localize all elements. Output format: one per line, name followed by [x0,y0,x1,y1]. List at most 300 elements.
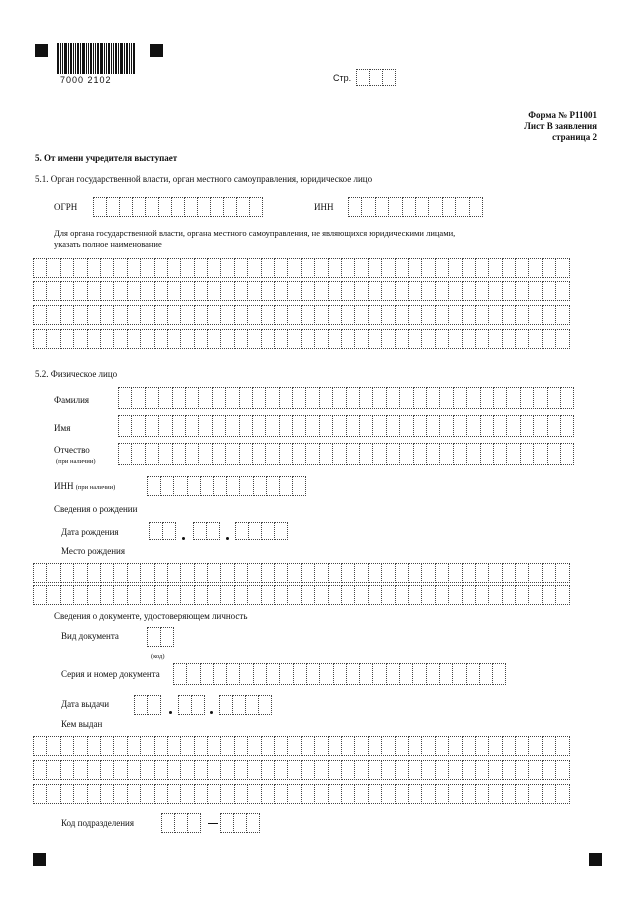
char-cell[interactable] [127,585,141,605]
char-cell[interactable] [515,736,529,756]
char-cell[interactable] [515,784,529,804]
char-cell[interactable] [421,585,435,605]
char-cell[interactable] [248,522,262,540]
char-cell[interactable] [479,663,493,685]
char-cell[interactable] [381,281,395,301]
char-cell[interactable] [533,387,547,409]
char-cell[interactable] [247,736,261,756]
char-cell[interactable] [180,329,194,349]
char-cell[interactable] [402,197,416,217]
char-cell[interactable] [346,663,360,685]
char-cell[interactable] [220,281,234,301]
char-cell[interactable] [346,443,360,465]
char-cell[interactable] [328,563,342,583]
char-cell[interactable] [46,258,60,278]
char-cell[interactable] [261,563,275,583]
char-cell[interactable] [279,476,293,496]
char-cell[interactable] [60,305,74,325]
char-cell[interactable] [274,784,288,804]
char-cell[interactable] [247,281,261,301]
char-cell[interactable] [134,695,148,715]
char-cell[interactable] [93,197,107,217]
char-cell[interactable] [475,784,489,804]
char-cell[interactable] [354,760,368,780]
char-cell[interactable] [301,784,315,804]
char-cell[interactable] [220,585,234,605]
char-cell[interactable] [292,387,306,409]
char-cell[interactable] [292,476,306,496]
char-cell[interactable] [73,585,87,605]
char-cell[interactable] [426,415,440,437]
char-cell[interactable] [381,329,395,349]
char-cell[interactable] [207,784,221,804]
char-cell[interactable] [368,563,382,583]
char-cell[interactable] [421,760,435,780]
char-cell[interactable] [435,563,449,583]
char-cell[interactable] [73,281,87,301]
char-cell[interactable] [560,415,574,437]
char-cell[interactable] [154,329,168,349]
char-cell[interactable] [301,305,315,325]
char-cell[interactable] [448,736,462,756]
char-cell[interactable] [448,258,462,278]
series-number-field[interactable] [173,663,505,685]
char-cell[interactable] [542,281,556,301]
char-cell[interactable] [247,305,261,325]
char-cell[interactable] [247,760,261,780]
char-cell[interactable] [154,736,168,756]
char-cell[interactable] [462,329,476,349]
char-cell[interactable] [332,443,346,465]
char-cell[interactable] [314,281,328,301]
char-cell[interactable] [33,329,47,349]
char-cell[interactable] [354,329,368,349]
char-cell[interactable] [354,258,368,278]
char-cell[interactable] [145,387,159,409]
char-cell[interactable] [493,415,507,437]
char-cell[interactable] [314,305,328,325]
char-cell[interactable] [372,663,386,685]
char-cell[interactable] [314,736,328,756]
char-cell[interactable] [555,736,569,756]
char-cell[interactable] [395,760,409,780]
char-cell[interactable] [100,760,114,780]
char-cell[interactable] [368,585,382,605]
char-cell[interactable] [180,305,194,325]
char-cell[interactable] [488,585,502,605]
char-cell[interactable] [533,415,547,437]
char-cell[interactable] [158,387,172,409]
char-cell[interactable] [172,387,186,409]
char-cell[interactable] [185,443,199,465]
char-cell[interactable] [234,281,248,301]
char-cell[interactable] [247,258,261,278]
char-cell[interactable] [180,585,194,605]
char-cell[interactable] [475,258,489,278]
char-cell[interactable] [100,736,114,756]
char-cell[interactable] [261,760,275,780]
char-cell[interactable] [225,443,239,465]
char-cell[interactable] [113,736,127,756]
char-cell[interactable] [328,281,342,301]
char-cell[interactable] [274,585,288,605]
char-cell[interactable] [520,415,534,437]
char-cell[interactable] [194,281,208,301]
char-cell[interactable] [341,329,355,349]
char-cell[interactable] [287,563,301,583]
char-cell[interactable] [158,415,172,437]
char-cell[interactable] [274,760,288,780]
division-code-part1[interactable] [161,813,200,833]
char-cell[interactable] [191,695,205,715]
issued-by-row-2[interactable] [33,760,569,780]
char-cell[interactable] [469,197,483,217]
char-cell[interactable] [354,784,368,804]
char-cell[interactable] [226,476,240,496]
char-cell[interactable] [515,585,529,605]
char-cell[interactable] [435,305,449,325]
char-cell[interactable] [435,281,449,301]
char-cell[interactable] [381,258,395,278]
char-cell[interactable] [319,387,333,409]
char-cell[interactable] [194,305,208,325]
char-cell[interactable] [131,387,145,409]
char-cell[interactable] [266,663,280,685]
char-cell[interactable] [247,585,261,605]
char-cell[interactable] [33,784,47,804]
char-cell[interactable] [528,329,542,349]
char-cell[interactable] [33,258,47,278]
char-cell[interactable] [162,522,176,540]
char-cell[interactable] [225,415,239,437]
char-cell[interactable] [395,305,409,325]
char-cell[interactable] [127,736,141,756]
char-cell[interactable] [488,784,502,804]
char-cell[interactable] [381,563,395,583]
char-cell[interactable] [359,415,373,437]
char-cell[interactable] [154,305,168,325]
char-cell[interactable] [368,784,382,804]
char-cell[interactable] [245,695,259,715]
char-cell[interactable] [180,281,194,301]
char-cell[interactable] [154,784,168,804]
char-cell[interactable] [287,736,301,756]
char-cell[interactable] [187,476,201,496]
char-cell[interactable] [555,258,569,278]
org-name-row-1[interactable] [33,258,569,278]
char-cell[interactable] [475,760,489,780]
issue-day-field[interactable] [134,695,160,715]
char-cell[interactable] [314,585,328,605]
char-cell[interactable] [261,784,275,804]
char-cell[interactable] [207,258,221,278]
char-cell[interactable] [502,281,516,301]
char-cell[interactable] [234,736,248,756]
char-cell[interactable] [194,585,208,605]
char-cell[interactable] [399,415,413,437]
char-cell[interactable] [206,522,220,540]
char-cell[interactable] [448,305,462,325]
char-cell[interactable] [542,736,556,756]
birth-place-row-2[interactable] [33,585,569,605]
char-cell[interactable] [341,784,355,804]
char-cell[interactable] [60,329,74,349]
char-cell[interactable] [225,387,239,409]
char-cell[interactable] [145,443,159,465]
char-cell[interactable] [46,563,60,583]
char-cell[interactable] [348,197,362,217]
char-cell[interactable] [293,663,307,685]
char-cell[interactable] [314,760,328,780]
char-cell[interactable] [395,281,409,301]
char-cell[interactable] [261,736,275,756]
char-cell[interactable] [246,813,260,833]
char-cell[interactable] [426,663,440,685]
char-cell[interactable] [528,736,542,756]
char-cell[interactable] [475,329,489,349]
char-cell[interactable] [369,69,383,86]
char-cell[interactable] [160,476,174,496]
char-cell[interactable] [258,695,272,715]
char-cell[interactable] [140,329,154,349]
char-cell[interactable] [435,784,449,804]
char-cell[interactable] [87,760,101,780]
char-cell[interactable] [234,563,248,583]
char-cell[interactable] [328,736,342,756]
char-cell[interactable] [234,305,248,325]
char-cell[interactable] [131,443,145,465]
char-cell[interactable] [368,329,382,349]
char-cell[interactable] [180,784,194,804]
char-cell[interactable] [502,563,516,583]
char-cell[interactable] [194,736,208,756]
char-cell[interactable] [167,281,181,301]
char-cell[interactable] [395,563,409,583]
char-cell[interactable] [154,258,168,278]
char-cell[interactable] [252,443,266,465]
char-cell[interactable] [140,585,154,605]
char-cell[interactable] [220,736,234,756]
char-cell[interactable] [261,329,275,349]
char-cell[interactable] [213,663,227,685]
birth-day-field[interactable] [149,522,175,540]
char-cell[interactable] [287,784,301,804]
char-cell[interactable] [515,281,529,301]
char-cell[interactable] [140,258,154,278]
char-cell[interactable] [127,329,141,349]
inn-field-person[interactable] [147,476,305,496]
char-cell[interactable] [341,258,355,278]
birth-year-field[interactable] [235,522,287,540]
char-cell[interactable] [220,305,234,325]
char-cell[interactable] [493,387,507,409]
char-cell[interactable] [542,760,556,780]
char-cell[interactable] [207,305,221,325]
char-cell[interactable] [480,415,494,437]
char-cell[interactable] [421,563,435,583]
char-cell[interactable] [426,443,440,465]
char-cell[interactable] [386,415,400,437]
issue-month-field[interactable] [178,695,204,715]
char-cell[interactable] [220,760,234,780]
char-cell[interactable] [261,522,275,540]
char-cell[interactable] [220,258,234,278]
char-cell[interactable] [359,443,373,465]
char-cell[interactable] [475,305,489,325]
char-cell[interactable] [213,476,227,496]
char-cell[interactable] [332,415,346,437]
org-name-row-4[interactable] [33,329,569,349]
char-cell[interactable] [439,663,453,685]
char-cell[interactable] [466,443,480,465]
char-cell[interactable] [455,197,469,217]
char-cell[interactable] [73,258,87,278]
char-cell[interactable] [488,305,502,325]
char-cell[interactable] [448,563,462,583]
char-cell[interactable] [113,329,127,349]
char-cell[interactable] [448,329,462,349]
char-cell[interactable] [127,305,141,325]
char-cell[interactable] [180,563,194,583]
char-cell[interactable] [287,585,301,605]
char-cell[interactable] [488,563,502,583]
char-cell[interactable] [328,585,342,605]
char-cell[interactable] [60,258,74,278]
char-cell[interactable] [475,736,489,756]
char-cell[interactable] [372,443,386,465]
char-cell[interactable] [220,784,234,804]
char-cell[interactable] [210,197,224,217]
char-cell[interactable] [265,443,279,465]
char-cell[interactable] [381,305,395,325]
char-cell[interactable] [127,784,141,804]
char-cell[interactable] [287,281,301,301]
char-cell[interactable] [33,760,47,780]
char-cell[interactable] [46,736,60,756]
char-cell[interactable] [475,563,489,583]
char-cell[interactable] [480,443,494,465]
char-cell[interactable] [60,585,74,605]
char-cell[interactable] [172,415,186,437]
inn-field-org[interactable] [348,197,482,217]
char-cell[interactable] [198,415,212,437]
char-cell[interactable] [207,736,221,756]
char-cell[interactable] [408,563,422,583]
char-cell[interactable] [207,281,221,301]
char-cell[interactable] [542,563,556,583]
char-cell[interactable] [220,563,234,583]
char-cell[interactable] [161,813,175,833]
char-cell[interactable] [207,329,221,349]
char-cell[interactable] [542,784,556,804]
char-cell[interactable] [341,563,355,583]
char-cell[interactable] [413,443,427,465]
char-cell[interactable] [33,281,47,301]
char-cell[interactable] [87,305,101,325]
char-cell[interactable] [492,663,506,685]
char-cell[interactable] [46,281,60,301]
char-cell[interactable] [212,443,226,465]
char-cell[interactable] [167,736,181,756]
char-cell[interactable] [235,522,249,540]
char-cell[interactable] [140,736,154,756]
char-cell[interactable] [287,305,301,325]
char-cell[interactable] [46,329,60,349]
char-cell[interactable] [187,813,201,833]
char-cell[interactable] [167,784,181,804]
char-cell[interactable] [60,736,74,756]
char-cell[interactable] [488,736,502,756]
char-cell[interactable] [279,663,293,685]
char-cell[interactable] [560,443,574,465]
patronymic-field[interactable] [118,443,573,465]
char-cell[interactable] [462,563,476,583]
char-cell[interactable] [274,258,288,278]
char-cell[interactable] [127,258,141,278]
char-cell[interactable] [171,197,185,217]
char-cell[interactable] [158,197,172,217]
char-cell[interactable] [555,305,569,325]
char-cell[interactable] [333,663,347,685]
char-cell[interactable] [356,69,370,86]
char-cell[interactable] [46,760,60,780]
char-cell[interactable] [506,415,520,437]
char-cell[interactable] [87,329,101,349]
name-field[interactable] [118,415,573,437]
char-cell[interactable] [60,281,74,301]
char-cell[interactable] [547,443,561,465]
char-cell[interactable] [381,784,395,804]
char-cell[interactable] [247,563,261,583]
char-cell[interactable] [194,258,208,278]
char-cell[interactable] [453,443,467,465]
char-cell[interactable] [493,443,507,465]
char-cell[interactable] [542,329,556,349]
char-cell[interactable] [265,387,279,409]
char-cell[interactable] [448,760,462,780]
char-cell[interactable] [560,387,574,409]
char-cell[interactable] [100,305,114,325]
char-cell[interactable] [502,329,516,349]
char-cell[interactable] [287,329,301,349]
char-cell[interactable] [354,281,368,301]
char-cell[interactable] [314,563,328,583]
char-cell[interactable] [453,415,467,437]
char-cell[interactable] [46,305,60,325]
char-cell[interactable] [528,760,542,780]
char-cell[interactable] [60,784,74,804]
char-cell[interactable] [368,736,382,756]
char-cell[interactable] [279,387,293,409]
char-cell[interactable] [341,736,355,756]
char-cell[interactable] [140,305,154,325]
char-cell[interactable] [113,563,127,583]
char-cell[interactable] [515,329,529,349]
char-cell[interactable] [301,281,315,301]
char-cell[interactable] [46,585,60,605]
char-cell[interactable] [220,329,234,349]
char-cell[interactable] [488,760,502,780]
char-cell[interactable] [421,329,435,349]
char-cell[interactable] [287,258,301,278]
char-cell[interactable] [488,258,502,278]
char-cell[interactable] [154,281,168,301]
char-cell[interactable] [502,760,516,780]
char-cell[interactable] [412,663,426,685]
char-cell[interactable] [395,329,409,349]
birth-month-field[interactable] [193,522,219,540]
char-cell[interactable] [415,197,429,217]
